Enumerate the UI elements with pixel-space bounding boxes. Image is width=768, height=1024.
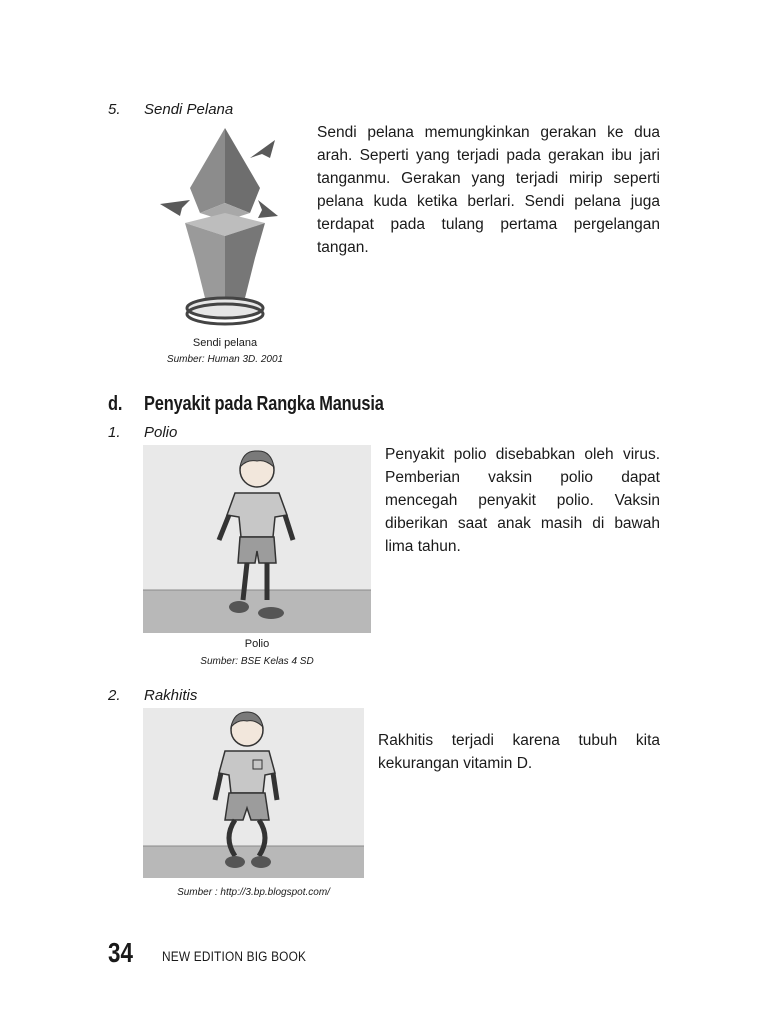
rickets-child-illustration	[143, 708, 364, 878]
item-1-caption: Polio	[244, 638, 270, 650]
item-2-source: Sumber : http://3.bp.blogspot.com/	[177, 887, 330, 898]
item-1-source: Sumber: BSE Kelas 4 SD	[200, 656, 314, 667]
item-1-title: Polio	[144, 424, 178, 441]
item-1-paragraph: Penyakit polio disebabkan oleh virus. Pemberian vaksin polio dapat mencegah penyakit polio. Vaksin diberikan saat anak masih di bawah lima tahun.	[385, 446, 660, 555]
item-2-number: 2.	[108, 687, 121, 704]
item-1-number: 1.	[108, 424, 121, 441]
polio-child-illustration	[143, 445, 371, 633]
saddle-joint-illustration	[150, 118, 300, 333]
item-5-number: 5.	[108, 101, 121, 118]
page-number: 34	[108, 937, 133, 968]
item-5-paragraph: Sendi pelana memungkinkan gerakan ke dua arah. Seperti yang terjadi pada gerakan ibu jari tanganmu. Gerakan yang terjadi mirip seperti pelana kuda ketika berlari. Sendi pelana juga terdapat pada tulang pertama pergelangan tangan.	[317, 124, 660, 256]
item-5-title: Sendi Pelana	[144, 101, 234, 118]
book-title: NEW EDITION BIG BOOK	[162, 949, 307, 964]
section-title: Penyakit pada Rangka Manusia	[144, 393, 384, 415]
section-letter: d.	[108, 393, 123, 415]
item-2-title: Rakhitis	[144, 687, 198, 704]
item-5-caption: Sendi pelana	[192, 337, 258, 349]
item-2-paragraph: Rakhitis terjadi karena tubuh kita kekurangan vitamin D.	[378, 732, 660, 772]
item-5-source: Sumber: Human 3D. 2001	[166, 354, 284, 365]
